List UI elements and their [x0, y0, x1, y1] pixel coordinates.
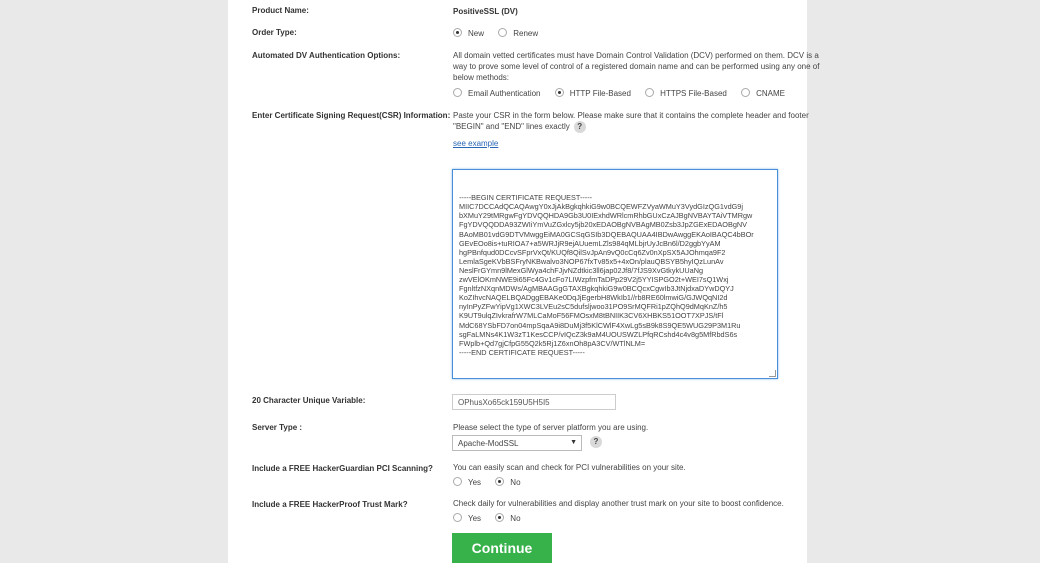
csr-textarea[interactable]: [452, 169, 778, 379]
csr-line: zwVElOKmNWE9i65Fc4Gv1cFo7LIWzpfmTaDPp29V2j5YYISPGO2t+WEI7sQ1Wxj: [459, 275, 729, 285]
trust-mark-options: [453, 513, 533, 526]
pci-no-option[interactable]: No: [495, 477, 520, 488]
dcv-label: Automated DV Authentication Options:: [252, 51, 401, 60]
csr-line: nyInPyZFwYipVg1XWC3LVEu2sC5dufsljwoo31PO9SrMQFRi1pZQhQ9dMqKnZ/h5: [459, 302, 728, 312]
see-example-link[interactable]: see example: [453, 139, 499, 148]
server-type-label: Server Type :: [252, 423, 303, 432]
server-type-hint: Please select the type of server platform you are using.: [453, 423, 649, 432]
dcv-https-option[interactable]: HTTPS File-Based: [645, 88, 727, 99]
csr-line: bXMuY29tMRgwFgYDVQQHDA9Gb3U0IExhdWRlcmRhbGUxCzAJBgNVBAYTAiVTMRgw: [459, 211, 753, 221]
csr-line: K9UT9ulqZIvkrafrW7MLCaMoF56FMOsxM8tBNIIK3CV6XHBKS51OOT7XPJS/tFl: [459, 311, 724, 321]
dcv-http-option[interactable]: HTTP File-Based: [555, 88, 631, 99]
radio-http-file[interactable]: [555, 88, 564, 97]
csr-line: NeslFrGYmn9lMexGlWya4chFJjvNZdtkic3ll6jap02Jf8/7fJS9XvGtkykUUaNg: [459, 265, 704, 275]
trust-mark-label: Include a FREE HackerProof Trust Mark?: [252, 500, 408, 509]
radio-renew[interactable]: [498, 28, 507, 37]
pci-label: Include a FREE HackerGuardian PCI Scanning?: [252, 464, 433, 473]
trust-mark-description: Check daily for vulnerabilities and display another trust mark on your site to boost confidence.: [453, 499, 784, 508]
radio-cname[interactable]: [741, 88, 750, 97]
csr-line: FgnltfzNXqnMDWs/AgMBAAGgGTAXBgkqhkiG9w0BCQcxCgwIb3JtNjdxaDYwDQYJ: [459, 284, 734, 294]
server-help-icon[interactable]: ?: [590, 436, 602, 448]
pci-yes-option[interactable]: Yes: [453, 477, 481, 488]
resize-grip-icon[interactable]: [769, 370, 776, 377]
csr-help-icon[interactable]: ?: [574, 121, 586, 133]
csr-line: hgPBnfqud0DCcvSFprVxQt/KUQf8QilSvJpAn9vQ0cCq6Zv0nXpSX5AJOhmqa9F2: [459, 247, 726, 257]
csr-line: MdC68YSbFD7on04mpSqaA9i8DuMj3f5KlCWlF4XwLg5sB9k8S9QE5WUG29P3M1Ru: [459, 320, 741, 330]
order-form-panel: [228, 0, 820, 563]
radio-trust-no[interactable]: [495, 513, 504, 522]
product-name-label: Product Name:: [252, 6, 309, 15]
radio-pci-no[interactable]: [495, 477, 504, 486]
dcv-options: [453, 88, 797, 101]
pci-options: [453, 477, 533, 490]
dcv-cname-option[interactable]: CNAME: [741, 88, 785, 99]
unique-variable-label: 20 Character Unique Variable:: [252, 396, 366, 405]
csr-line: -----END CERTIFICATE REQUEST-----: [459, 347, 585, 357]
order-type-options: [453, 28, 550, 41]
radio-https-file[interactable]: [645, 88, 654, 97]
csr-instructions: Paste your CSR in the form below. Please make sure that it contains the complete header and footer "BEGIN" and "END" lines exactly ?: [453, 111, 809, 132]
radio-trust-yes[interactable]: [453, 513, 462, 522]
order-type-renew-option[interactable]: Renew: [498, 28, 538, 39]
radio-pci-yes[interactable]: [453, 477, 462, 486]
unique-variable-input[interactable]: OPhusXo65ck159U5H5I5: [452, 394, 616, 410]
csr-line: GEvEOo8is+tuRIOA7+a5WRJjR9ejAUuemLZls984qMLbjrUyJcBn6l/D2ggbYyAM: [459, 238, 721, 248]
trust-yes-option[interactable]: Yes: [453, 513, 481, 524]
csr-line: sgFaLMNs4K1W3zT1KesCCP/vIQcZ3k9aM4UOUSWZLPfqRCshd4c4v8g5MfRbdS6s: [459, 329, 738, 339]
pci-description: You can easily scan and check for PCI vulnerabilities on your site.: [453, 463, 686, 472]
csr-text: [459, 193, 771, 357]
csr-line: MIIC7DCCAdQCAQAwgY0xJjAkBgkqhkiG9w0BCQEWFZVyaWMuY3VydGIzQG1vdG9j: [459, 202, 743, 212]
chevron-down-icon: ▼: [570, 439, 577, 446]
csr-line: LemlaSgeKVbBSFryNKBwalvo3NOP67fxTv85x5+4xOn/plauQBSYB5hyIQzLunAv: [459, 256, 724, 266]
csr-label: Enter Certificate Signing Request(CSR) Information:: [252, 111, 451, 120]
order-type-new-option[interactable]: New: [453, 28, 484, 39]
csr-line: KoZIhvcNAQELBQADggEBAKe0DqJjEgerbH8WkIb1//rb8RE60lmwiG/GJWQqNI2d: [459, 293, 728, 303]
trust-no-option[interactable]: No: [495, 513, 520, 524]
server-type-select[interactable]: Apache-ModSSL ▼: [452, 435, 582, 451]
csr-line: BAoMB01vdG9DTVMwggEiMA0GCSqGSIb3DQEBAQUAA4IBDwAwggEKAoIBAQC4bBOr: [459, 229, 754, 239]
dcv-description: All domain vetted certificates must have Domain Control Validation (DCV) performed on them. DCV is a way to prove some level of control of a registered domain name and can be performed using any one of below methods:: [453, 51, 820, 82]
radio-new[interactable]: [453, 28, 462, 37]
dcv-email-option[interactable]: Email Authentication: [453, 88, 541, 99]
order-type-label: Order Type:: [252, 28, 297, 37]
csr-line: -----BEGIN CERTIFICATE REQUEST-----: [459, 193, 593, 203]
product-name-value: PositiveSSL (DV): [453, 7, 518, 16]
continue-button[interactable]: Continue: [452, 533, 552, 563]
csr-line: FWplb+Qd7gjCfpG55Q2k5Rj1Z6xnOh8pA3CV/WTlNLM=: [459, 338, 646, 348]
radio-email-auth[interactable]: [453, 88, 462, 97]
csr-line: FgYDVQQDDA93ZWIiYmVuZGxlcy5jb20xEDAOBgNVBAgMB0Zsb3JpZGExEDAOBgNV: [459, 220, 748, 230]
